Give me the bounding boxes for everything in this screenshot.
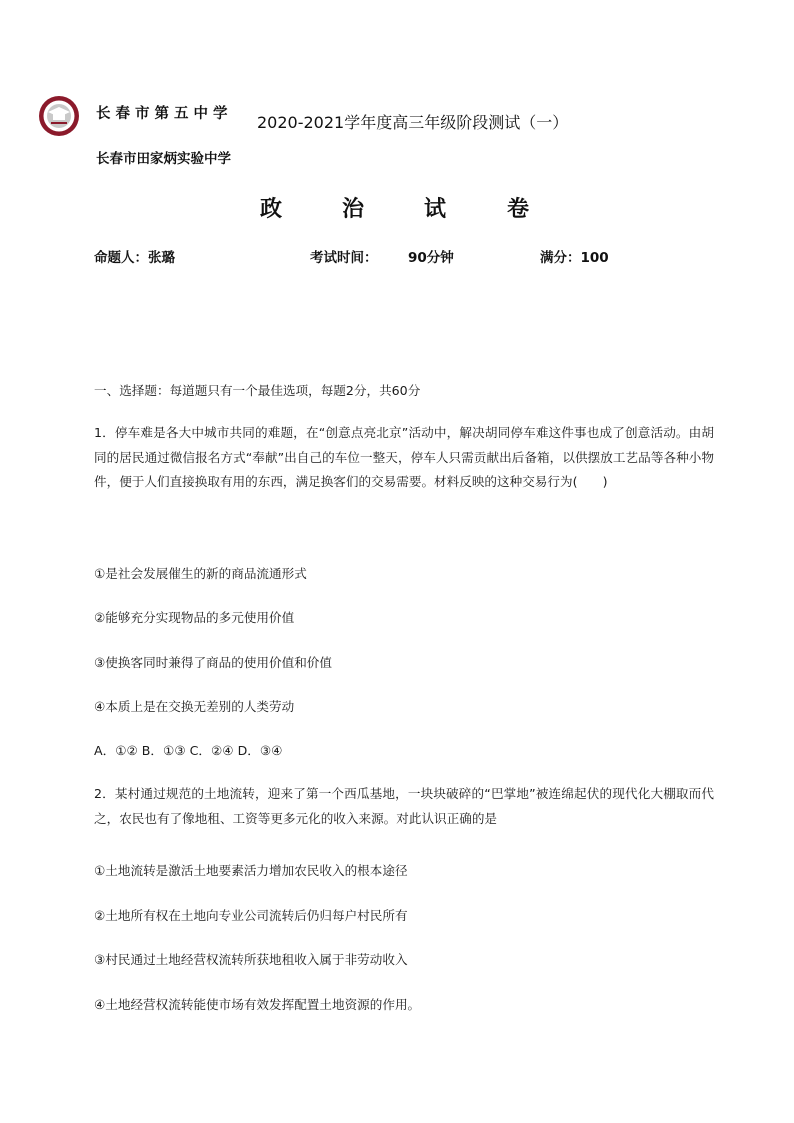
question-1-option-2: ②能够充分实现物品的多元使用价值	[94, 610, 295, 625]
exam-time-value: 90分钟	[408, 250, 454, 266]
school-name: 长春市第五中学	[96, 106, 233, 122]
question-1-option-4: ④本质上是在交换无差别的人类劳动	[94, 699, 295, 714]
question-2-option-2: ②土地所有权在土地向专业公司流转后仍归每户村民所有	[94, 908, 408, 923]
question-1-option-3: ③使换客同时兼得了商品的使用价值和价值	[94, 655, 332, 670]
exam-title: 2020-2021学年度高三年级阶段测试（一）	[257, 113, 569, 132]
question-1-option-1: ①是社会发展催生的新的商品流通形式	[94, 566, 307, 581]
school-name-secondary: 长春市田家炳实验中学	[96, 151, 231, 167]
section-heading: 一、选择题：每道题只有一个最佳选项，每题2分，共60分	[94, 383, 421, 398]
subject-char-2: 治	[342, 197, 365, 222]
question-2-option-4: ④土地经营权流转能使市场有效发挥配置土地资源的作用。	[94, 997, 421, 1012]
full-score: 满分：100	[540, 250, 609, 266]
question-2-option-3: ③村民通过土地经营权流转所获地租收入属于非劳动收入	[94, 952, 408, 967]
question-1-answers: A．①② B．①③ C．②④ D．③④	[94, 743, 283, 758]
exam-time-label: 考试时间：	[310, 250, 378, 266]
question-2-stem: 2．某村通过规范的土地流转，迎来了第一个西瓜基地，一块块破碎的“巴掌地”被连绵起伏的现代化大棚取而代之，农民也有了像地租、工资等更多元化的收入来源。对此认识正确的是	[94, 786, 714, 826]
question-1-stem: 1．停车难是各大中城市共同的难题，在“创意点亮北京”活动中，解决胡同停车难这件事也成了创意活动。由胡同的居民通过微信报名方式“奉献”出自己的车位一整天，停车人只需贡献出后备箱，以供摆放工艺品等各种小物件，便于人们直接换取有用的东西，满足换客们的交易需要。材料反映的这种交易行为( )	[94, 425, 714, 490]
author-label: 命题人：张璐	[94, 250, 175, 266]
school-emblem-icon	[38, 95, 80, 137]
subject-char-1: 政	[260, 197, 283, 222]
subject-char-3: 试	[424, 197, 447, 222]
question-2-option-1: ①土地流转是激活土地要素活力增加农民收入的根本途径	[94, 863, 408, 878]
subject-char-4: 卷	[507, 197, 530, 222]
